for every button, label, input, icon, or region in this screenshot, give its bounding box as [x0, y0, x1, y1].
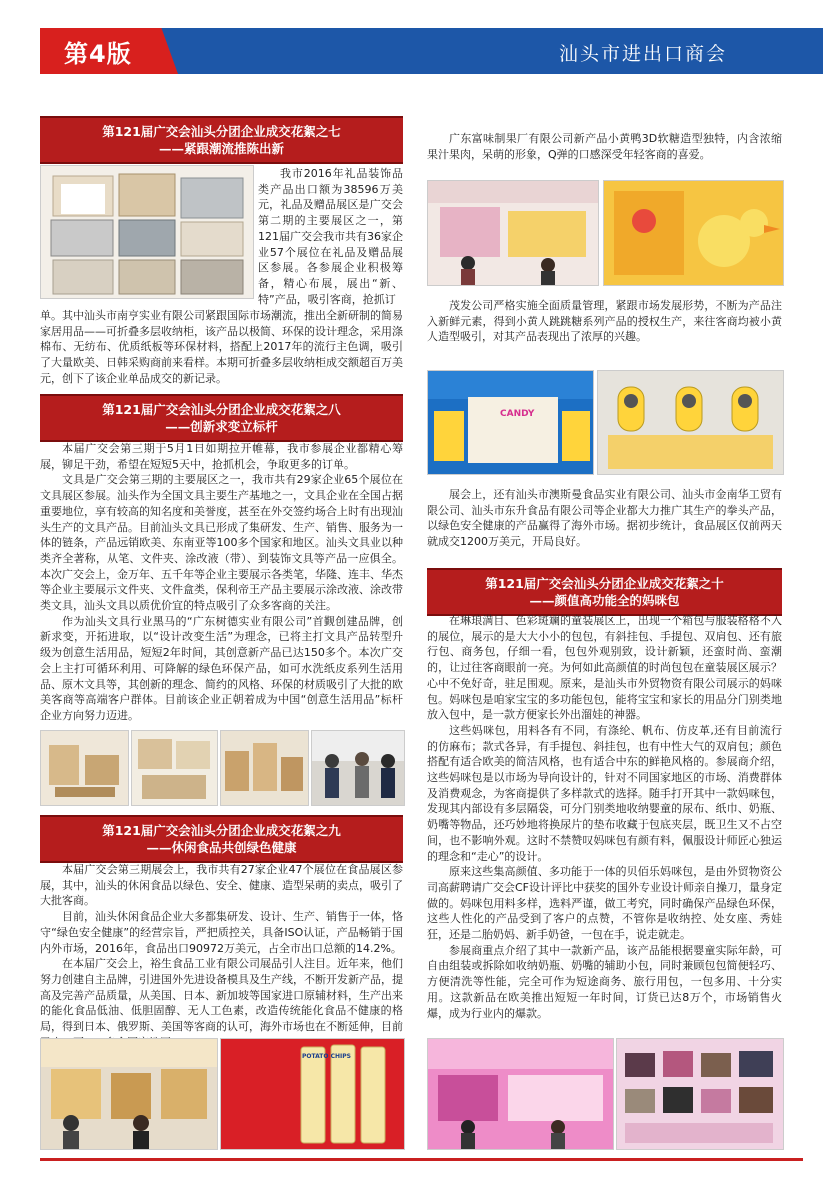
section-7-title-line1: 第121届广交会汕头分团企业成交花絮之七: [102, 124, 341, 139]
photo-storage-cabinets: [40, 165, 254, 299]
diaper-bags-illustration: [617, 1039, 783, 1149]
header-left-margin: [0, 28, 40, 74]
kraft-boxes-illustration: [221, 731, 308, 805]
paper-products-illustration: [132, 731, 217, 805]
photo-diaper-bags: [616, 1038, 784, 1150]
section-9-paragraph: 目前，汕头休闲食品企业大多都集研发、设计、生产、销售于一体，恪守“绿色安全健康”的经营宗旨，严把质控关，具备ISO认证，产品畅销于国内外市场，2016年，食品出口90972万美元，占全市出口总额的14.2%。: [40, 910, 403, 955]
organization-name: 汕头市进出口商会: [558, 43, 727, 65]
food-text-3: 展会上，还有汕头市澳斯曼食品实业有限公司、汕头市金南华工贸有限公司、汕头市东升食品有限公司等企业都大力推广其生产的拳头产品，以绿色安全健康的产品赢得了海外市场。据初步统计，食品展区仅前两天就成交1200万美元，开局良好。: [427, 488, 782, 549]
section-9-body: [40, 862, 403, 1050]
section-7-title: [40, 116, 403, 164]
minion-figures-illustration: [598, 371, 783, 474]
candy-sign-label: CANDY: [500, 409, 535, 419]
section-7-text-2: 单。其中汕头市南亨实业有限公司紧跟国际市场潮流，推出全新研制的简易家居用品——可折叠多层收纳柜，该产品以极简、环保的设计理念，采用涤棉布、无纺布、优质纸板等环保材料，搭配上2017年的流行主色调，吸引了大量欧美、日韩采购商前来看样。本期可折叠多层收纳柜成交额超百万美元，创下了该企业单品成交的新记录。: [40, 309, 403, 385]
photo-minion-candy-booth: [427, 370, 594, 475]
minion-candy-booth-illustration: [428, 371, 593, 474]
duck-gummies-illustration: [604, 181, 783, 285]
section-7-paragraph-1: [258, 166, 403, 307]
photo-wooden-stationery: [40, 730, 129, 806]
food-booth-illustration: [41, 1039, 217, 1149]
section-8-title-line2: ——创新求变立标杆: [165, 419, 278, 434]
edition-label: 第4版: [64, 40, 132, 68]
food-paragraph-1: [427, 131, 782, 162]
section-9-title-line1: 第121届广交会汕头分团企业成交花絮之九: [102, 823, 341, 838]
exhibition-visitors-illustration: [312, 731, 404, 805]
section-10-paragraph: 这些妈咪包，用料各有不同，有涤纶、帆布、仿皮革,还有目前流行的仿麻布；款式各异，有手提包、斜挂包，也有中性大气的双肩包；颜色搭配有适合欧美的简洁风格，也有适合中东的鲜艳风格的。参展商介绍，这些妈咪包是以市场为导向设计的，针对不同国家地区的市场、消费群体及消费观念，为客商提供了多样款式的选择。随手打开其中一款妈咪包，发现其内部设有多层隔袋，可分门别类地收纳婴童的尿布、纸巾、奶瓶、奶嘴等物品，还巧妙地将换尿片的垫布收藏于包底夹层，既卫生又不占空间，也不影响外观。这时不禁赞叹妈咪包有颜有料，佩服设计师匠心独运的理念和“走心”的设计。: [427, 723, 782, 863]
section-9-title-line2: ——休闲食品共创绿色健康: [146, 840, 297, 855]
photo-minion-figures: [597, 370, 784, 475]
section-10-title: [427, 568, 782, 616]
section-9-paragraph: 本届广交会第三期展会上，我市共有27家企业47个展位在食品展区参展，其中，汕头的休闲食品以绿色、安全、健康、造型呆萌的卖点，吸引了大批客商。: [40, 863, 403, 908]
section-8-body: [40, 441, 403, 724]
section-8-title-line1: 第121届广交会汕头分团企业成交花絮之八: [102, 402, 341, 417]
photo-duck-gummies: [603, 180, 784, 286]
section-8-paragraph: 作为汕头文具行业黑马的“广东树德实业有限公司”首觐创建品牌，创新求变，开拓进取，以“设计改变生活”为理念，已将主打文具产品转型升级为创意生活用品，短短2年时间，其创意新产品已达150多个。本次广交会上主打可循环利用、可降解的绿色环保产品，如可水洗纸皮系列生活用品、原木文具等，其创新的理念、简约的风格、环保的材质吸引了大批的欧美客商等高端客户群体。目前该企业正朝着成为中国“创意生活用品”标杆企业方向努力迈进。: [40, 614, 403, 722]
chips-brand-label: POTATO CHIPS: [302, 1053, 351, 1060]
section-10-paragraph: 原来这些集高颜值、多功能于一体的贝佰乐妈咪包，是由外贸物资公司高薪聘请广交会CF设计评比中获奖的国外专业设计师亲自操刀，量身定做的。妈咪包用料多样，选料严谨，做工考究，同时确保产品绿色环保，这些人性化的产品受到了客户的点赞，不管你是收纳控、处女座、秀娃狂，还是二胎奶妈、新手奶爸，一包在手，说走就走。: [427, 865, 783, 942]
section-10-title-line1: 第121届广交会汕头分团企业成交花絮之十: [485, 576, 724, 591]
photo-kraft-boxes: [220, 730, 309, 806]
photo-paper-products: [131, 730, 218, 806]
section-10-body: [427, 613, 782, 1021]
section-8-paragraph: 本届广交会第三期于5月1日如期拉开帷幕，我市参展企业都精心筹展，铆足干劲，希望在短短5天中，抢抓机会，争取更多的订单。: [40, 442, 403, 471]
photo-potato-chips: [220, 1038, 405, 1150]
pink-booth-illustration: [428, 1039, 613, 1149]
section-7-title-line2: ——紧跟潮流推陈出新: [158, 141, 284, 156]
section-10-paragraph: 参展商重点介绍了其中一款新产品，该产品能根据婴童实际年龄，可自由组装或拆除如收纳奶瓶、奶嘴的辅助小包，同时兼顾包包简便轻巧、方便清洗等性能，完全可作为短途商务、旅行用包，一包多用、十分实用。这款新品在欧美推出短短一年时间，订货已达8万个，市场销售火爆，成为行业内的爆款。: [427, 943, 782, 1020]
photo-candy-booth: [427, 180, 599, 286]
food-paragraph-3: [427, 487, 782, 550]
storage-cabinets-illustration: [41, 166, 253, 298]
section-8-paragraph: 文具是广交会第三期的主要展区之一，我市共有29家企业65个展位在文具展区参展。汕头作为全国文具主要生产基地之一，文具企业在全国占据重要地位，享有较高的知名度和美誉度，甚至在外交签约场合上时有出现汕头生产的文具产品。目前汕头文具已形成了集研发、生产、销售、服务为一体的链条，产品远销欧美、东南亚等100多个国家和地区。汕头文具业以种类齐全著称，从笔、文件夹、涂改液（带）、到装饰文具等产品一应俱全。本次广交会上，金万年、五千年等企业主要展示各类笔，华隆、连丰、华杰等企业主要展示文件夹、文件盒类，保利帝王产品主要展示涂改液、涂改带类文具，汕头文具以质优价宜的特点吸引了众多客商的关注。: [40, 473, 403, 613]
section-10-title-line2: ——颜值高功能全的妈咪包: [529, 593, 680, 608]
photo-food-booth: [40, 1038, 218, 1150]
stationery-illustration: [41, 731, 128, 805]
section-7-paragraph-2: [40, 308, 403, 387]
section-9-title: [40, 815, 403, 863]
photo-exhibition-visitors: [311, 730, 405, 806]
section-9-paragraph: 在本届广交会上，裕生食品工业有限公司展品引人注目。近年来，他们努力创建自主品牌，引进国外先进设备模具及生产线，不断开发新产品，提高及完善产品质量，从美国、日本、新加坡等国家进口原辅材料，生产出来的能化食品低油、低胆固醇、无人工色素，改造传统能化食品不健康的格局，得到日本、俄罗斯、美国等客商的认可，海外市场也在不断延伸，目前: [40, 957, 403, 1034]
section-10-paragraph: 在琳琅满目、色彩斑斓的童装展区上，出现一个箱包与服装格格不入的展位，展示的是大大小小的包包，有斜挂包、手提包、双肩包、还有旅行包、商务包，仔细一看，包包外观别致，设计新颖，还蛮时尚、蛮潮的，让过往客商眼前一亮。为何如此高颜值的时尚包包在童装展区展示？心中不免好奇，驻足围观。原来，是汕头市外贸物资有限公司展示的妈咪包。妈咪包是咱家宝宝的多功能包包，能将宝宝和家长的用品分门别类地放入包中，是一款方便家长外出溜娃的神器。: [427, 614, 782, 722]
candy-booth-illustration: [428, 181, 598, 285]
food-text-2: 茂发公司严格实施全面质量管理，紧跟市场发展形势，不断为产品注入新鲜元素，得到小黄人跳跳糖系列产品的授权生产，来往客商均被小黄人造型吸引，对其产品表现出了浓厚的兴趣。: [427, 299, 782, 344]
food-paragraph-2: [427, 298, 782, 345]
section-7-text-1: 我市2016年礼品装饰品类产品出口额为38596万美元，礼品及赠品展区是广交会第二期的主要展区之一，第121届广交会我市共有36家企业57个展位在礼品及赠品展区参展。各参展企业积极筹备，精心布展，展出“新、特”产品，吸引客商，抢抓订: [258, 167, 403, 306]
footer-rule: [40, 1158, 803, 1161]
section-8-title: [40, 394, 403, 442]
food-text-1: 广东富味制果厂有限公司新产品小黄鸭3D软糖造型独特，内含浓缩果汁果肉，呆萌的形象，Q弹的口感深受年轻客商的喜爱。: [427, 132, 782, 161]
photo-pink-booth: [427, 1038, 614, 1150]
